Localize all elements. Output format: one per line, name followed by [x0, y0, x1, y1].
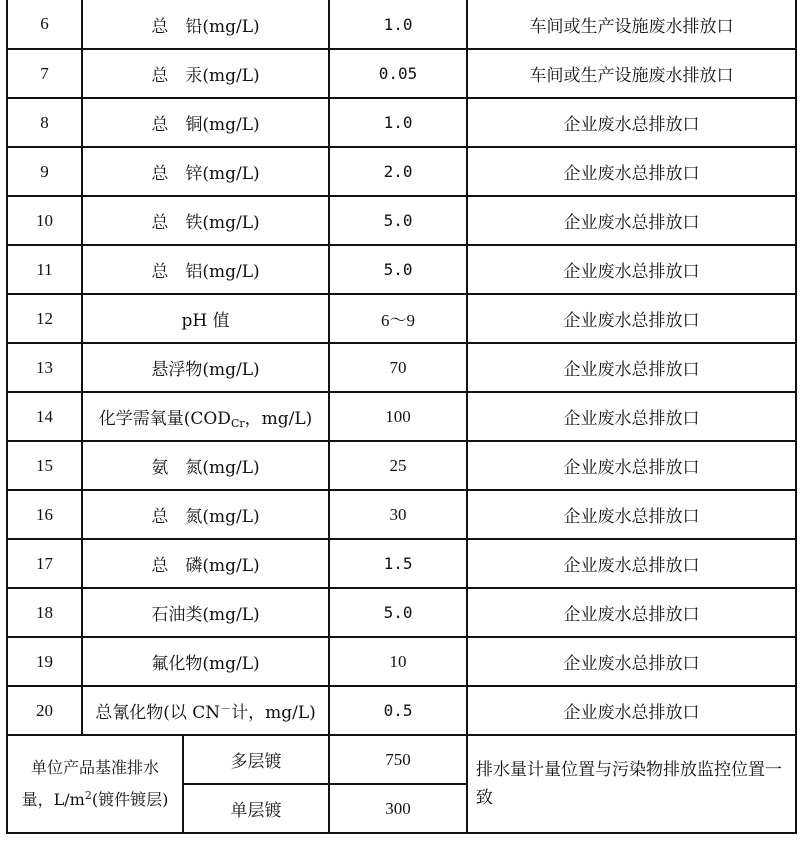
row-number: 9	[7, 147, 82, 196]
limit-value: 1.5	[329, 539, 467, 588]
row-number: 17	[7, 539, 82, 588]
cod-label: 化学需氧量(COD	[98, 408, 231, 429]
monitoring-location: 企业废水总排放口	[467, 98, 796, 147]
monitoring-location: 企业废水总排放口	[467, 147, 796, 196]
table-row	[7, 392, 796, 441]
monitoring-location: 企业废水总排放口	[467, 196, 796, 245]
monitoring-location: 企业废水总排放口	[467, 637, 796, 686]
pollutant-item: 氨 氮(mg/L)	[82, 441, 329, 490]
monitoring-location: 企业废水总排放口	[467, 539, 796, 588]
baseline-unit-superscript: 2	[84, 789, 92, 802]
limit-value: 25	[329, 441, 467, 490]
row-number: 15	[7, 441, 82, 490]
table-row	[7, 441, 796, 490]
cyanide-label: 总氰化物(以 CN	[95, 703, 221, 723]
monitoring-location: 企业废水总排放口	[467, 245, 796, 294]
row-number: 14	[7, 392, 82, 441]
pollutant-item	[82, 392, 329, 441]
limit-value: 0.5	[329, 686, 467, 735]
row-number: 19	[7, 637, 82, 686]
pollutant-item: 总 汞(mg/L)	[82, 49, 329, 98]
limit-value: 10	[329, 637, 467, 686]
limit-value: 1.0	[329, 98, 467, 147]
table-row	[7, 539, 796, 588]
limit-value: 0.05	[329, 49, 467, 98]
baseline-unit: 量，L/m	[21, 790, 85, 809]
row-number: 6	[7, 0, 82, 49]
pollutant-item	[82, 686, 329, 735]
monitoring-location: 企业废水总排放口	[467, 441, 796, 490]
limit-value: 5.0	[329, 196, 467, 245]
monitoring-location: 企业废水总排放口	[467, 392, 796, 441]
pollutant-item: pH 值	[82, 294, 329, 343]
multi-layer-plating: 多层镀	[183, 735, 329, 784]
monitoring-location: 企业废水总排放口	[467, 343, 796, 392]
row-number: 11	[7, 245, 82, 294]
pollutant-item: 总 磷(mg/L)	[82, 539, 329, 588]
baseline-label-line1: 单位产品基准排水	[30, 758, 159, 777]
table-row	[7, 343, 796, 392]
limit-value: 70	[329, 343, 467, 392]
monitoring-location: 车间或生产设施废水排放口	[467, 0, 796, 49]
monitoring-location: 企业废水总排放口	[467, 294, 796, 343]
table-row	[7, 49, 796, 98]
table-row	[7, 490, 796, 539]
row-number: 13	[7, 343, 82, 392]
cod-subscript: Cr	[230, 416, 245, 430]
table-row	[7, 686, 796, 735]
multi-layer-value: 750	[329, 735, 467, 784]
row-number: 12	[7, 294, 82, 343]
cod-unit: ，mg/L)	[244, 408, 313, 429]
row-number: 18	[7, 588, 82, 637]
pollutant-item: 总 铁(mg/L)	[82, 196, 329, 245]
table-row	[7, 245, 796, 294]
table-row	[7, 294, 796, 343]
pollutant-item: 总 铝(mg/L)	[82, 245, 329, 294]
monitoring-location: 企业废水总排放口	[467, 588, 796, 637]
pollutant-item: 总 铜(mg/L)	[82, 98, 329, 147]
limit-value: 5.0	[329, 245, 467, 294]
table-row	[7, 147, 796, 196]
baseline-discharge-label	[7, 735, 183, 833]
pollutant-item: 悬浮物(mg/L)	[82, 343, 329, 392]
pollutant-item: 总 氮(mg/L)	[82, 490, 329, 539]
cyanide-unit: 计，mg/L)	[231, 703, 316, 723]
monitoring-location: 企业废水总排放口	[467, 490, 796, 539]
discharge-limits-table	[6, 0, 797, 834]
table-row	[7, 588, 796, 637]
table-row	[7, 637, 796, 686]
cyanide-superscript: －	[220, 702, 232, 715]
table-row	[7, 0, 796, 49]
row-number: 8	[7, 98, 82, 147]
monitoring-location: 企业废水总排放口	[467, 686, 796, 735]
pollutant-item: 氟化物(mg/L)	[82, 637, 329, 686]
limit-value: 2.0	[329, 147, 467, 196]
single-layer-value: 300	[329, 784, 467, 833]
monitoring-location: 车间或生产设施废水排放口	[467, 49, 796, 98]
row-number: 7	[7, 49, 82, 98]
discharge-note: 排水量计量位置与污染物排放监控位置一致	[467, 735, 796, 833]
limit-value: 1.0	[329, 0, 467, 49]
limit-value: 100	[329, 392, 467, 441]
row-number: 10	[7, 196, 82, 245]
row-number: 16	[7, 490, 82, 539]
baseline-label-line2	[8, 782, 182, 814]
pollutant-item: 石油类(mg/L)	[82, 588, 329, 637]
pollutant-item: 总 铅(mg/L)	[82, 0, 329, 49]
single-layer-plating: 单层镀	[183, 784, 329, 833]
limit-value: 30	[329, 490, 467, 539]
table-row	[7, 196, 796, 245]
table-row	[7, 735, 796, 784]
table-row	[7, 98, 796, 147]
baseline-unit-suffix: (镀件镀层)	[91, 790, 169, 809]
limit-value: 6～9	[329, 294, 467, 343]
limit-value: 5.0	[329, 588, 467, 637]
pollutant-item: 总 锌(mg/L)	[82, 147, 329, 196]
row-number: 20	[7, 686, 82, 735]
